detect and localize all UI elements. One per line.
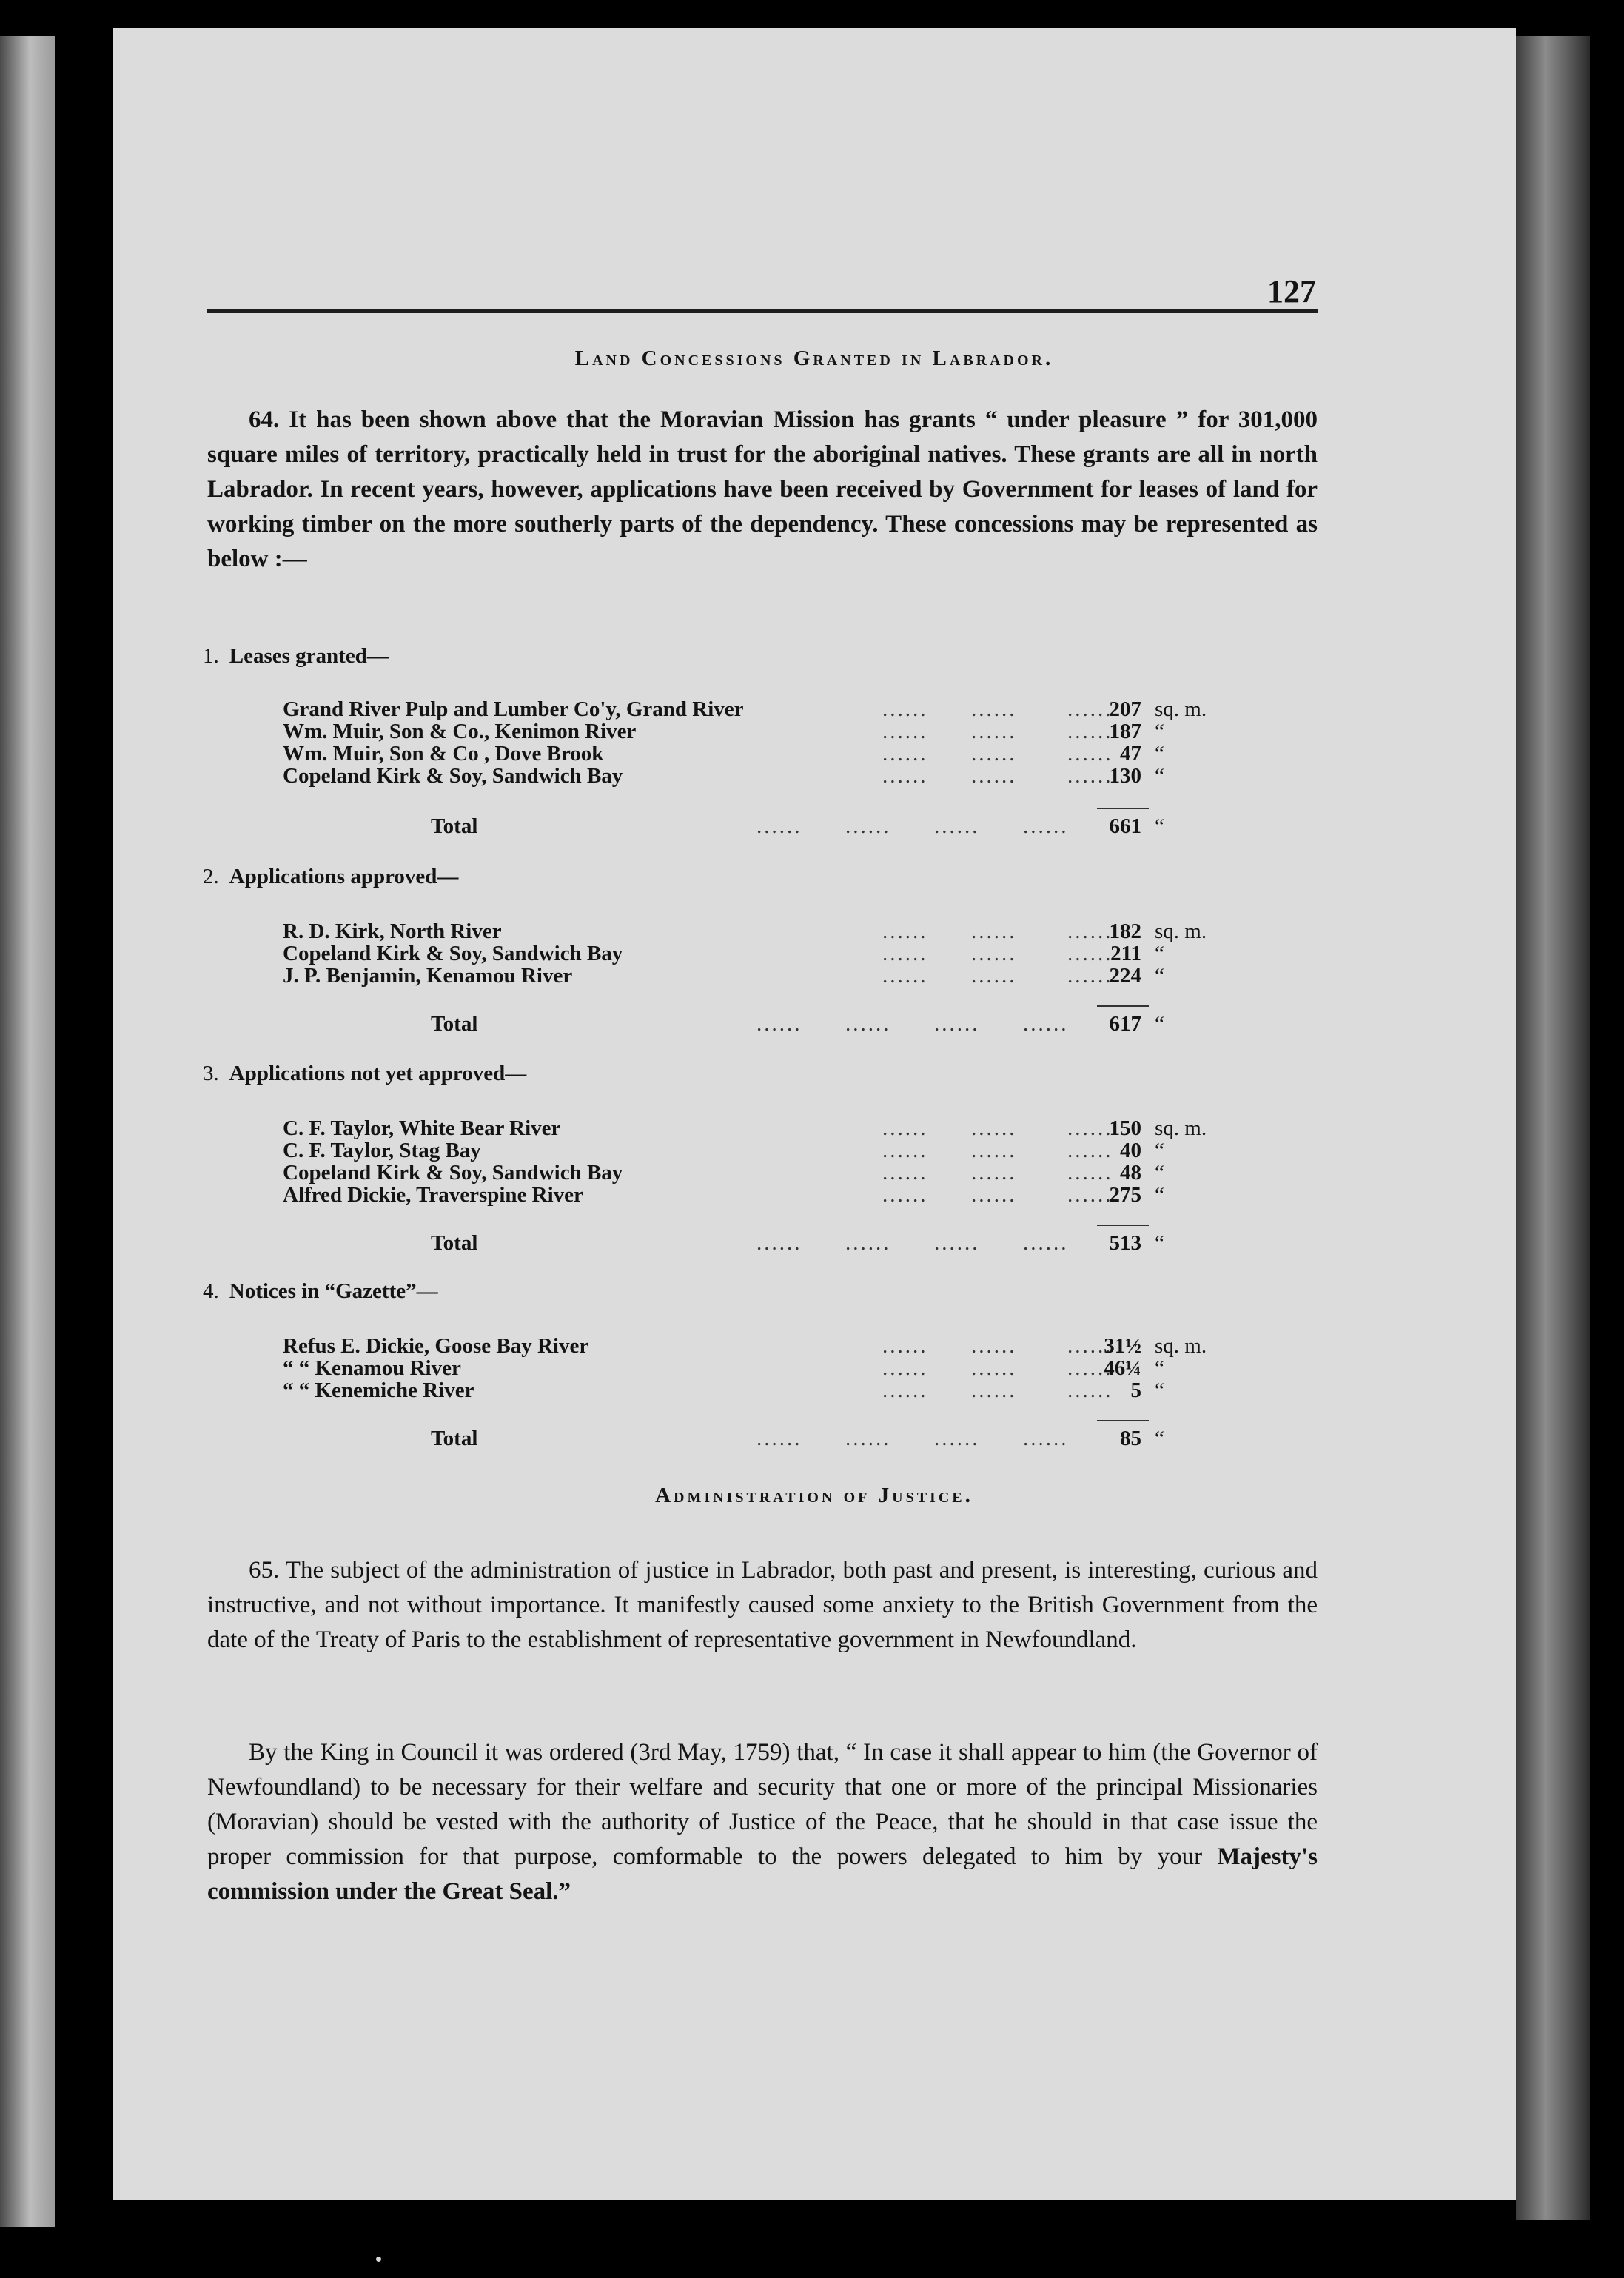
row-name: “ “ Kenamou River bbox=[283, 1356, 461, 1380]
row-name: Copeland Kirk & Soy, Sandwich Bay bbox=[283, 764, 623, 788]
leader-dots: ...... bbox=[882, 697, 928, 721]
section-number: 4. bbox=[203, 1279, 219, 1303]
leader-dots: ...... bbox=[934, 814, 980, 838]
header-rule bbox=[207, 309, 1318, 313]
leader-dots: ...... bbox=[882, 1116, 928, 1140]
total-row bbox=[283, 1427, 1245, 1450]
sum-rule bbox=[1097, 1225, 1149, 1226]
total-value: 617 bbox=[1109, 1012, 1141, 1036]
row-unit: sq. m. bbox=[1155, 919, 1207, 943]
row-unit: “ bbox=[1155, 1139, 1164, 1162]
table-row bbox=[283, 743, 1245, 766]
paragraph-king-in-council bbox=[207, 1735, 1318, 1909]
leader-dots: ...... bbox=[971, 919, 1017, 943]
king-order-closing: Majesty's commission under the Great Seal.” bbox=[207, 1843, 1318, 1905]
total-label: Total bbox=[431, 1012, 478, 1036]
section-title: Applications not yet approved— bbox=[229, 1062, 527, 1085]
table-row bbox=[283, 920, 1245, 943]
leader-dots: ...... bbox=[882, 1183, 928, 1207]
section-heading-justice: Administration of Justice. bbox=[655, 1484, 973, 1507]
section-number: 2. bbox=[203, 865, 219, 888]
leader-dots: ...... bbox=[1023, 1012, 1069, 1036]
table-row bbox=[283, 698, 1245, 721]
row-name: Copeland Kirk & Soy, Sandwich Bay bbox=[283, 942, 623, 965]
section-heading-land: Land Concessions Granted in Labrador. bbox=[574, 346, 1054, 370]
row-value: 187 bbox=[1109, 720, 1141, 743]
total-row bbox=[283, 1013, 1245, 1036]
section-number: 3. bbox=[203, 1062, 219, 1085]
row-unit: “ bbox=[1155, 720, 1164, 743]
section-label bbox=[203, 644, 389, 669]
total-unit: “ bbox=[1155, 1231, 1164, 1255]
sum-rule bbox=[1097, 1005, 1149, 1007]
leader-dots: ...... bbox=[1067, 1161, 1113, 1185]
leader-dots: ...... bbox=[756, 814, 802, 838]
row-name: C. F. Taylor, White Bear River bbox=[283, 1116, 561, 1140]
total-unit: “ bbox=[1155, 1012, 1164, 1036]
total-value: 85 bbox=[1120, 1427, 1141, 1450]
leader-dots: ...... bbox=[756, 1427, 802, 1450]
total-value: 661 bbox=[1109, 814, 1141, 838]
leader-dots: ...... bbox=[882, 742, 928, 766]
total-value: 513 bbox=[1109, 1231, 1141, 1255]
leader-dots: ...... bbox=[971, 1139, 1017, 1162]
total-label: Total bbox=[431, 814, 478, 838]
leader-dots: ...... bbox=[1023, 1231, 1069, 1255]
leader-dots: ...... bbox=[971, 1161, 1017, 1185]
row-name: Grand River Pulp and Lumber Co'y, Grand River bbox=[283, 697, 744, 721]
leader-dots: ...... bbox=[971, 697, 1017, 721]
section-label bbox=[203, 1279, 438, 1304]
row-name: Refus E. Dickie, Goose Bay River bbox=[283, 1334, 589, 1358]
page-stack-edge bbox=[1516, 36, 1590, 2220]
row-value: 47 bbox=[1120, 742, 1141, 766]
leader-dots: ...... bbox=[971, 942, 1017, 965]
leader-dots: ...... bbox=[1067, 1116, 1113, 1140]
total-unit: “ bbox=[1155, 1427, 1164, 1450]
leader-dots: ...... bbox=[1023, 814, 1069, 838]
leader-dots: ...... bbox=[1067, 1139, 1113, 1162]
section-title: Applications approved— bbox=[229, 865, 459, 888]
leader-dots: ...... bbox=[1067, 720, 1113, 743]
leader-dots: ...... bbox=[1067, 697, 1113, 721]
leader-dots: ...... bbox=[845, 1231, 891, 1255]
leader-dots: ...... bbox=[971, 1356, 1017, 1380]
row-unit: “ bbox=[1155, 1183, 1164, 1207]
leader-dots: ...... bbox=[971, 1378, 1017, 1402]
row-name: Wm. Muir, Son & Co., Kenimon River bbox=[283, 720, 637, 743]
leader-dots: ...... bbox=[971, 720, 1017, 743]
table-row bbox=[283, 1184, 1245, 1207]
leader-dots: ...... bbox=[882, 919, 928, 943]
section-label bbox=[203, 1062, 526, 1086]
total-label: Total bbox=[431, 1427, 478, 1450]
row-value: 46¼ bbox=[1104, 1356, 1141, 1380]
row-unit: “ bbox=[1155, 1161, 1164, 1185]
leader-dots: ...... bbox=[934, 1231, 980, 1255]
sum-rule bbox=[1097, 808, 1149, 809]
section-title: Notices in “Gazette”— bbox=[229, 1279, 438, 1303]
row-name: C. F. Taylor, Stag Bay bbox=[283, 1139, 481, 1162]
row-unit: “ bbox=[1155, 964, 1164, 988]
row-value: 224 bbox=[1109, 964, 1141, 988]
row-unit: “ bbox=[1155, 942, 1164, 965]
row-unit: “ bbox=[1155, 742, 1164, 766]
leader-dots: ...... bbox=[882, 942, 928, 965]
row-value: 130 bbox=[1109, 764, 1141, 788]
leader-dots: ...... bbox=[882, 964, 928, 988]
row-unit: “ bbox=[1155, 764, 1164, 788]
leader-dots: ...... bbox=[1067, 1334, 1113, 1358]
adjacent-page-edge bbox=[0, 36, 55, 2227]
paragraph-65: 65. The subject of the administration of justice in Labrador, both past and present, is interesting, curious and instructive, and not without importance. It manifestly caused some anxiety to the British Government from the date of the Treaty of Paris to the establishment of representative government in Newfoundland. bbox=[207, 1557, 1318, 1653]
leader-dots: ...... bbox=[1067, 964, 1113, 988]
table-row bbox=[283, 720, 1245, 743]
total-unit: “ bbox=[1155, 814, 1164, 838]
leader-dots: ...... bbox=[1067, 942, 1113, 965]
section-title: Leases granted— bbox=[229, 644, 389, 668]
table-row bbox=[283, 965, 1245, 988]
section-label bbox=[203, 865, 458, 889]
leader-dots: ...... bbox=[1067, 1378, 1113, 1402]
leader-dots: ...... bbox=[882, 1161, 928, 1185]
table-row bbox=[283, 1357, 1245, 1380]
table-row bbox=[283, 1117, 1245, 1140]
leader-dots: ...... bbox=[971, 1334, 1017, 1358]
leader-dots: ...... bbox=[882, 1139, 928, 1162]
leader-dots: ...... bbox=[934, 1427, 980, 1450]
leader-dots: ...... bbox=[756, 1231, 802, 1255]
paragraph-64: 64. It has been shown above that the Moravian Mission has grants “ under pleasure ” for 301,000 square miles of territory, practically held in trust for the aboriginal natives. These grants are all in north Labrador. In recent years, however, applications have been received by Government for leases of land for working timber on the more southerly parts of the dependency. These concessions may be represented as below :— bbox=[207, 406, 1318, 572]
leader-dots: ...... bbox=[882, 764, 928, 788]
row-unit: sq. m. bbox=[1155, 1334, 1207, 1358]
table-row bbox=[283, 765, 1245, 788]
row-value: 40 bbox=[1120, 1139, 1141, 1162]
row-name: Wm. Muir, Son & Co , Dove Brook bbox=[283, 742, 604, 766]
document-page bbox=[113, 28, 1516, 2200]
total-row bbox=[283, 815, 1245, 838]
row-unit: “ bbox=[1155, 1378, 1164, 1402]
table-row bbox=[283, 1335, 1245, 1358]
leader-dots: ...... bbox=[882, 720, 928, 743]
table-row bbox=[283, 1379, 1245, 1402]
leader-dots: ...... bbox=[882, 1356, 928, 1380]
leader-dots: ...... bbox=[1067, 742, 1113, 766]
leader-dots: ...... bbox=[882, 1334, 928, 1358]
row-value: 275 bbox=[1109, 1183, 1141, 1207]
leader-dots: ...... bbox=[1067, 1356, 1113, 1380]
row-name: R. D. Kirk, North River bbox=[283, 919, 502, 943]
leader-dots: ...... bbox=[845, 814, 891, 838]
row-value: 207 bbox=[1109, 697, 1141, 721]
leader-dots: ...... bbox=[1023, 1427, 1069, 1450]
leader-dots: ...... bbox=[971, 964, 1017, 988]
leader-dots: ...... bbox=[756, 1012, 802, 1036]
row-value: 211 bbox=[1110, 942, 1141, 965]
total-label: Total bbox=[431, 1231, 478, 1255]
leader-dots: ...... bbox=[1067, 764, 1113, 788]
row-unit: sq. m. bbox=[1155, 1116, 1207, 1140]
row-value: 5 bbox=[1130, 1378, 1141, 1402]
leader-dots: ...... bbox=[1067, 1183, 1113, 1207]
table-row bbox=[283, 1162, 1245, 1185]
row-value: 48 bbox=[1120, 1161, 1141, 1185]
page-number: 127 bbox=[1267, 273, 1316, 309]
leader-dots: ...... bbox=[971, 742, 1017, 766]
row-name: Alfred Dickie, Traverspine River bbox=[283, 1183, 583, 1207]
row-unit: sq. m. bbox=[1155, 697, 1207, 721]
sum-rule bbox=[1097, 1420, 1149, 1421]
row-name: Copeland Kirk & Soy, Sandwich Bay bbox=[283, 1161, 623, 1185]
leader-dots: ...... bbox=[845, 1427, 891, 1450]
dust-speck bbox=[376, 2257, 381, 2262]
table-row bbox=[283, 1139, 1245, 1162]
leader-dots: ...... bbox=[882, 1378, 928, 1402]
king-order-text: By the King in Council it was ordered (3rd May, 1759) that, “ In case it shall appear to him (the Governor of Newfoundland) to be necessary for their welfare and security that one or more of the principal Missionaries (Moravian) should be vested with the authority of Justice of the Peace, that he should in that case issue the proper commission for that purpose, comformable to the powers delegated to him by your bbox=[207, 1739, 1318, 1870]
section-number: 1. bbox=[203, 644, 219, 668]
row-value: 150 bbox=[1109, 1116, 1141, 1140]
total-row bbox=[283, 1232, 1245, 1255]
row-value: 31½ bbox=[1104, 1334, 1141, 1358]
row-unit: “ bbox=[1155, 1356, 1164, 1380]
row-value: 182 bbox=[1109, 919, 1141, 943]
leader-dots: ...... bbox=[971, 764, 1017, 788]
leader-dots: ...... bbox=[971, 1183, 1017, 1207]
leader-dots: ...... bbox=[971, 1116, 1017, 1140]
leader-dots: ...... bbox=[845, 1012, 891, 1036]
row-name: J. P. Benjamin, Kenamou River bbox=[283, 964, 573, 988]
leader-dots: ...... bbox=[1067, 919, 1113, 943]
row-name: “ “ Kenemiche River bbox=[283, 1378, 474, 1402]
table-row bbox=[283, 942, 1245, 965]
leader-dots: ...... bbox=[934, 1012, 980, 1036]
